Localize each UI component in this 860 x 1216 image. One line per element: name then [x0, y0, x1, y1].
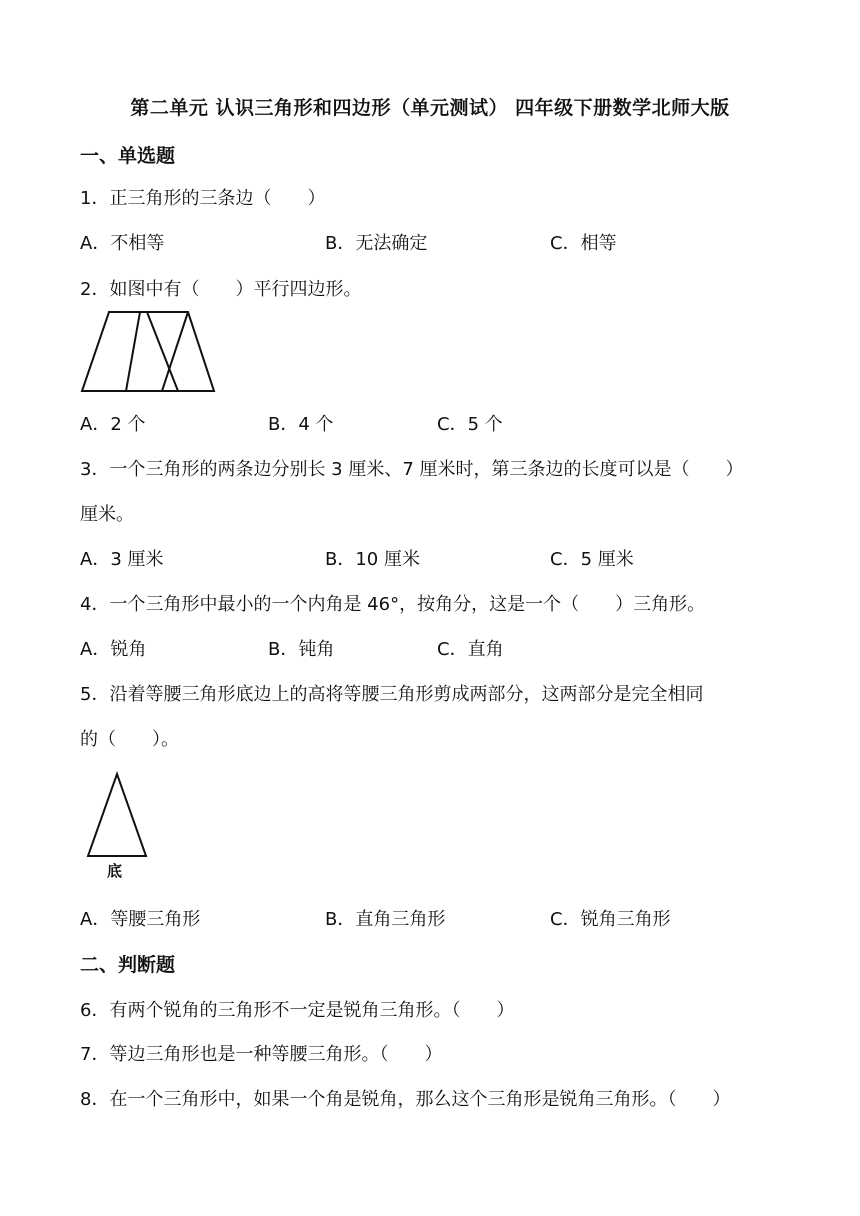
question-6-text: 6．有两个锐角的三角形不一定是锐角三角形。（ ）	[80, 1000, 515, 1021]
question-3-option-a: A．3 厘米	[80, 549, 164, 570]
question-5-option-a: A．等腰三角形	[80, 909, 201, 930]
question-3-option-c: C．5 厘米	[550, 549, 634, 570]
question-3-option-b: B．10 厘米	[325, 549, 420, 570]
question-5-text-line-1: 5．沿着等腰三角形底边上的高将等腰三角形剪成两部分，这两部分是完全相同	[80, 684, 704, 705]
question-3-text-line-1: 3．一个三角形的两条边分别长 3 厘米、7 厘米时，第三条边的长度可以是（ ）	[80, 459, 744, 480]
question-2-option-c: C．5 个	[437, 414, 503, 435]
question-5-text-line-2: 的（ ）。	[80, 729, 179, 750]
question-1-option-c: C．相等	[550, 233, 617, 254]
question-5-option-b: B．直角三角形	[325, 909, 446, 930]
question-5-option-c: C．锐角三角形	[550, 909, 671, 930]
question-4-option-c: C．直角	[437, 639, 504, 660]
isosceles-triangle	[88, 774, 146, 856]
question-7-text: 7．等边三角形也是一种等腰三角形。（ ）	[80, 1044, 443, 1065]
question-2-option-a: A．2 个	[80, 414, 146, 435]
question-1-option-a: A．不相等	[80, 233, 165, 254]
question-3-text-line-2: 厘米。	[80, 504, 134, 525]
question-1-text: 1．正三角形的三条边（ ）	[80, 188, 326, 209]
question-1-option-b: B．无法确定	[325, 233, 428, 254]
question-4-text: 4．一个三角形中最小的一个内角是 46°，按角分，这是一个（ ）三角形。	[80, 594, 706, 615]
question-4-option-a: A．锐角	[80, 639, 147, 660]
question-4-option-b: B．钝角	[268, 639, 335, 660]
question-2-option-b: B．4 个	[268, 414, 334, 435]
question-8-text: 8．在一个三角形中，如果一个角是锐角，那么这个三角形是锐角三角形。（ ）	[80, 1089, 731, 1110]
section-heading-true-false: 二、判断题	[80, 954, 176, 976]
section-heading-single-choice: 一、单选题	[80, 145, 176, 167]
question-2-text: 2．如图中有（ ）平行四边形。	[80, 279, 362, 300]
page-title: 第二单元 认识三角形和四边形（单元测试） 四年级下册数学北师大版	[130, 97, 730, 119]
triangle-base-label: 底	[107, 862, 123, 880]
